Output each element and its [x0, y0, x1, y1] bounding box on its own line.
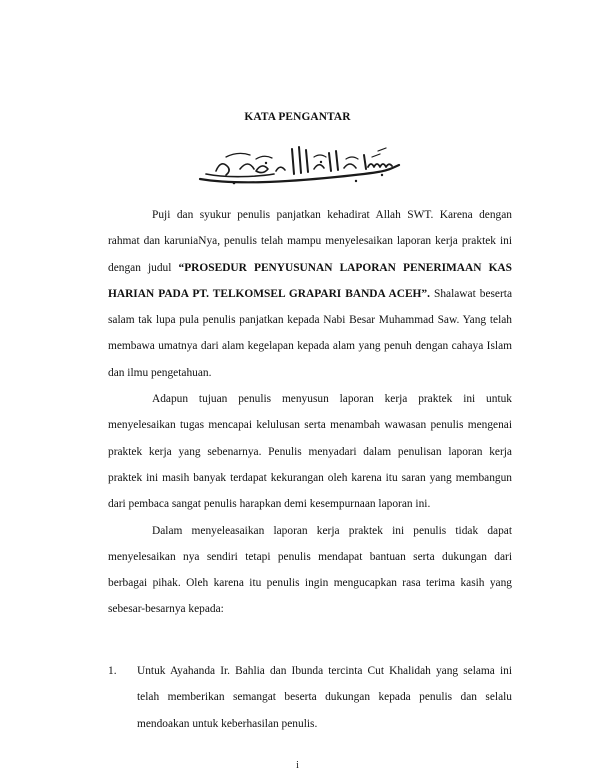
paragraph: Dalam menyeleasaikan laporan kerja praktek ini penulis tidak dapat menyelesaikan nya sendiri tetapi penulis mendapat bantuan serta dukungan dari berbagai pihak. Oleh karena itu penulis ingin mengucapkan rasa terima kasih yang sebesar-besarnya kepada: — [108, 524, 512, 616]
list-item-number: 1. — [108, 665, 117, 677]
paragraph-text: Shalawat beserta salam tak lupa pula penulis panjatkan kepada Nabi Besar Muhammad Saw. Yang telah membawa umatnya dari alam kegelapan kepada alam yang penuh dengan cahaya Islam dan ilmu pengetahuan. — [108, 287, 513, 379]
paragraph-text: Puji dan syukur penulis panjatkan kehadirat Allah SWT. Karena dengan rahmat dan karuniaNya, penulis telah mampu menyelesaikan laporan kerja praktek ini dengan judul — [108, 209, 512, 274]
acknowledgement-list — [108, 658, 512, 737]
page-title: KATA PENGANTAR — [244, 111, 351, 123]
basmala-calligraphy — [196, 141, 402, 189]
list-item-text: Untuk Ayahanda Ir. Bahlia dan Ibunda tercinta Cut Khalidah yang selama ini telah memberikan semangat beserta dukungan kepada penulis dan selalu mendoakan untuk keberhasilan penulis. — [137, 665, 512, 730]
paragraph: Adapun tujuan penulis menyusun laporan kerja praktek ini untuk menyelesaikan tugas mencapai kelulusan serta menambah wawasan penulis mengenai praktek kerja yang sebenarnya. Penulis menyadari dalam penulisan laporan kerja praktek ini masih banyak terdapat kekurangan oleh karena itu saran yang membangun dari pembaca sangat penulis harapkan demi kesempurnaan laporan ini. — [108, 393, 512, 511]
page-number: i — [296, 760, 299, 771]
paragraph — [108, 202, 512, 386]
body-text — [108, 202, 512, 623]
list-item — [108, 658, 512, 737]
report-title: “PROSEDUR PENYUSUNAN LAPORAN PENERIMAAN KAS HARIAN PADA PT. TELKOMSEL GRAPARI BANDA ACEH”. — [108, 261, 512, 300]
